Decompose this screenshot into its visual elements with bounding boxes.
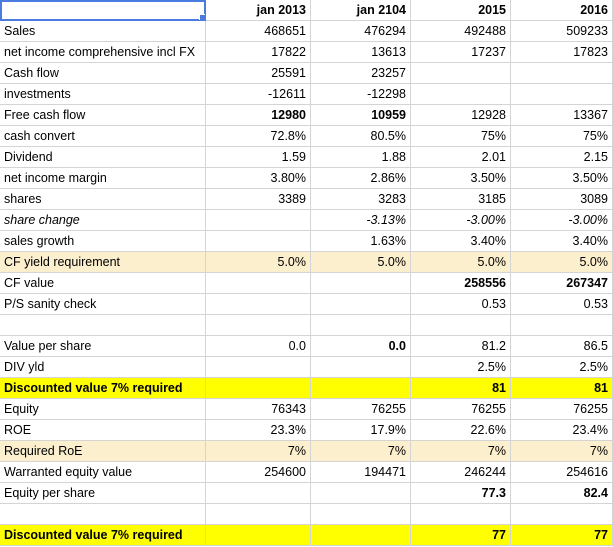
cell-2016[interactable]: 76255	[511, 399, 613, 420]
cell-jan-2013[interactable]: 3389	[206, 189, 311, 210]
cell-jan-2104[interactable]	[311, 273, 411, 294]
row-label[interactable]: Required RoE	[0, 441, 206, 462]
cell-2016[interactable]: 17823	[511, 42, 613, 63]
cell-jan-2013[interactable]: 25591	[206, 63, 311, 84]
row-label[interactable]: P/S sanity check	[0, 294, 206, 315]
row-label[interactable]: Equity per share	[0, 483, 206, 504]
cell-2016[interactable]: 23.4%	[511, 420, 613, 441]
cell-2016[interactable]: -3.00%	[511, 210, 613, 231]
cell-2015[interactable]: 81.2	[411, 336, 511, 357]
cell-2015[interactable]: 12928	[411, 105, 511, 126]
cell-jan-2104[interactable]: -3.13%	[311, 210, 411, 231]
cell-2016[interactable]: 5.0%	[511, 252, 613, 273]
row-label[interactable]: ROE	[0, 420, 206, 441]
cell-2015[interactable]: 3185	[411, 189, 511, 210]
cell-2016[interactable]: 86.5	[511, 336, 613, 357]
cell-2015[interactable]: 0.53	[411, 294, 511, 315]
row-label[interactable]: DIV yld	[0, 357, 206, 378]
row-label[interactable]: Free cash flow	[0, 105, 206, 126]
cell-2016[interactable]: 254616	[511, 462, 613, 483]
cell-2016[interactable]: 0.53	[511, 294, 613, 315]
row-label[interactable]	[0, 504, 206, 525]
cell-jan-2104[interactable]: 2.86%	[311, 168, 411, 189]
row-label[interactable]: Sales	[0, 21, 206, 42]
cell-jan-2013[interactable]: 3.80%	[206, 168, 311, 189]
column-header-2015[interactable]: 2015	[411, 0, 511, 21]
cell-2015[interactable]: 2.01	[411, 147, 511, 168]
cell-2015[interactable]	[411, 504, 511, 525]
cell-2016[interactable]	[511, 63, 613, 84]
cell-2015[interactable]: 17237	[411, 42, 511, 63]
cell-2015[interactable]: 5.0%	[411, 252, 511, 273]
row-label[interactable]: share change	[0, 210, 206, 231]
row-label[interactable]: CF yield requirement	[0, 252, 206, 273]
cell-2015[interactable]	[411, 315, 511, 336]
cell-jan-2104[interactable]: -12298	[311, 84, 411, 105]
cell-jan-2013[interactable]	[206, 357, 311, 378]
cell-jan-2013[interactable]: 23.3%	[206, 420, 311, 441]
cell-2016[interactable]: 509233	[511, 21, 613, 42]
row-label[interactable]: CF value	[0, 273, 206, 294]
cell-jan-2104[interactable]: 10959	[311, 105, 411, 126]
cell-jan-2013[interactable]	[206, 294, 311, 315]
row-label[interactable]: Discounted value 7% required	[0, 378, 206, 399]
cell-2015[interactable]: 3.50%	[411, 168, 511, 189]
cell-jan-2104[interactable]: 3283	[311, 189, 411, 210]
cell-2016[interactable]: 2.15	[511, 147, 613, 168]
row-label[interactable]: Cash flow	[0, 63, 206, 84]
cell-jan-2013[interactable]: 7%	[206, 441, 311, 462]
cell-2015[interactable]: 75%	[411, 126, 511, 147]
cell-jan-2013[interactable]	[206, 378, 311, 399]
cell-jan-2104[interactable]	[311, 315, 411, 336]
cell-jan-2013[interactable]	[206, 231, 311, 252]
row-label[interactable]: investments	[0, 84, 206, 105]
cell-jan-2104[interactable]	[311, 357, 411, 378]
cell-jan-2013[interactable]: 1.59	[206, 147, 311, 168]
row-label[interactable]	[0, 315, 206, 336]
cell-jan-2104[interactable]: 0.0	[311, 336, 411, 357]
cell-2016[interactable]: 267347	[511, 273, 613, 294]
cell-jan-2104[interactable]: 80.5%	[311, 126, 411, 147]
cell-2016[interactable]: 3.50%	[511, 168, 613, 189]
cell-jan-2013[interactable]	[206, 210, 311, 231]
cell-2016[interactable]: 13367	[511, 105, 613, 126]
cell-2016[interactable]	[511, 84, 613, 105]
cell-jan-2013[interactable]: 17822	[206, 42, 311, 63]
cell-2016[interactable]: 81	[511, 378, 613, 399]
cell-2015[interactable]: 246244	[411, 462, 511, 483]
cell-2016[interactable]: 3089	[511, 189, 613, 210]
row-label[interactable]: net income comprehensive incl FX	[0, 42, 206, 63]
row-label[interactable]: Warranted equity value	[0, 462, 206, 483]
cell-2015[interactable]: 7%	[411, 441, 511, 462]
cell-jan-2104[interactable]: 76255	[311, 399, 411, 420]
cell-jan-2104[interactable]: 23257	[311, 63, 411, 84]
cell-2015[interactable]: 22.6%	[411, 420, 511, 441]
row-label[interactable]: Dividend	[0, 147, 206, 168]
cell-2015[interactable]	[411, 84, 511, 105]
cell-jan-2013[interactable]	[206, 273, 311, 294]
cell-jan-2013[interactable]: 12980	[206, 105, 311, 126]
row-label[interactable]: cash convert	[0, 126, 206, 147]
cell-2015[interactable]: 492488	[411, 21, 511, 42]
cell-jan-2104[interactable]: 1.63%	[311, 231, 411, 252]
cell-jan-2013[interactable]	[206, 315, 311, 336]
cell-2015[interactable]: 77.3	[411, 483, 511, 504]
cell-2016[interactable]	[511, 315, 613, 336]
cell-jan-2104[interactable]	[311, 525, 411, 546]
cell-jan-2013[interactable]	[206, 525, 311, 546]
cell-2016[interactable]: 75%	[511, 126, 613, 147]
cell-2015[interactable]: 258556	[411, 273, 511, 294]
cell-jan-2104[interactable]	[311, 504, 411, 525]
cell-2016[interactable]: 82.4	[511, 483, 613, 504]
cell-2016[interactable]: 3.40%	[511, 231, 613, 252]
cell-2016[interactable]: 77	[511, 525, 613, 546]
cell-2016[interactable]: 7%	[511, 441, 613, 462]
row-label[interactable]: net income margin	[0, 168, 206, 189]
cell-2016[interactable]: 2.5%	[511, 357, 613, 378]
cell-2015[interactable]: 81	[411, 378, 511, 399]
column-header-jan-2013[interactable]: jan 2013	[206, 0, 311, 21]
cell-jan-2104[interactable]: 17.9%	[311, 420, 411, 441]
row-label[interactable]: sales growth	[0, 231, 206, 252]
row-label[interactable]: Discounted value 7% required	[0, 525, 206, 546]
cell-2015[interactable]: 3.40%	[411, 231, 511, 252]
cell-2015[interactable]	[411, 63, 511, 84]
cell-jan-2104[interactable]: 1.88	[311, 147, 411, 168]
cell-2015[interactable]: 2.5%	[411, 357, 511, 378]
row-label[interactable]: Value per share	[0, 336, 206, 357]
cell-jan-2104[interactable]	[311, 294, 411, 315]
cell-jan-2013[interactable]: 0.0	[206, 336, 311, 357]
cell-2015[interactable]: -3.00%	[411, 210, 511, 231]
cell-jan-2104[interactable]	[311, 378, 411, 399]
column-header-jan-2104[interactable]: jan 2104	[311, 0, 411, 21]
column-header-2016[interactable]: 2016	[511, 0, 613, 21]
cell-jan-2013[interactable]: 72.8%	[206, 126, 311, 147]
cell-jan-2104[interactable]: 7%	[311, 441, 411, 462]
cell-jan-2104[interactable]	[311, 483, 411, 504]
cell-jan-2104[interactable]: 5.0%	[311, 252, 411, 273]
cell-2015[interactable]: 77	[411, 525, 511, 546]
cell-jan-2013[interactable]: -12611	[206, 84, 311, 105]
cell-jan-2013[interactable]: 5.0%	[206, 252, 311, 273]
cell-header-selected[interactable]	[0, 0, 206, 21]
cell-jan-2104[interactable]: 476294	[311, 21, 411, 42]
cell-jan-2013[interactable]: 468651	[206, 21, 311, 42]
cell-2015[interactable]: 76255	[411, 399, 511, 420]
cell-jan-2104[interactable]: 13613	[311, 42, 411, 63]
cell-jan-2013[interactable]: 254600	[206, 462, 311, 483]
cell-jan-2013[interactable]	[206, 483, 311, 504]
cell-jan-2104[interactable]: 194471	[311, 462, 411, 483]
row-label[interactable]: shares	[0, 189, 206, 210]
cell-2016[interactable]	[511, 504, 613, 525]
cell-jan-2013[interactable]	[206, 504, 311, 525]
cell-jan-2013[interactable]: 76343	[206, 399, 311, 420]
row-label[interactable]: Equity	[0, 399, 206, 420]
